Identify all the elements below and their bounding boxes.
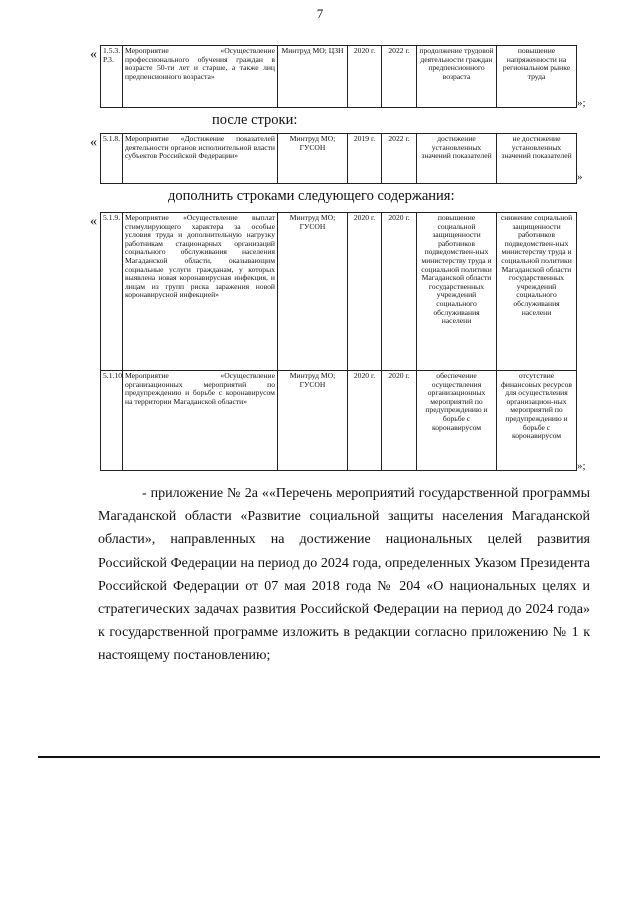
non-implementation-consequence: снижение социальной защищенности работников подведомствен-ных министерству труда и социальной политики Магаданской области государственных учреждений социального обслуживания населени: [497, 213, 577, 371]
end-year: 2020 г.: [382, 213, 417, 371]
end-year: 2020 г.: [382, 371, 417, 471]
opening-quote: «: [90, 135, 97, 150]
table-row: [101, 134, 577, 184]
start-year: 2020 г.: [348, 213, 382, 371]
footer-rule: [38, 756, 600, 758]
measure-description: Мероприятие «Осуществление профессионального обучения граждан в возрасте 50-ти лет и старше, а также лиц предпенсионного возраста»: [123, 46, 278, 108]
end-year: 2022 г.: [382, 46, 417, 108]
row-number: 1.5.3. Р.3.: [101, 46, 123, 108]
row-number: 5.1.10.: [101, 371, 123, 471]
measure-description: Мероприятие «Осуществление выплат стимулирующего характера за особые условия труда и дополнительную нагрузку работникам стационарных организаций социального обслуживания населения Магаданской области, оказывающим социальные услуги гражданам, у которых выявлена новая коронавирусная инфекция, и лицам из групп риска заражения новой коронавирусной инфекцией»: [123, 213, 278, 371]
non-implementation-consequence: повышение напряженности на региональном рынке труда: [497, 46, 577, 108]
non-implementation-consequence: не достижение установленных значений показателей: [497, 134, 577, 184]
closing-quote: »;: [577, 460, 586, 472]
non-implementation-consequence: отсутствие финансовых ресурсов для осуществления организацион-ных мероприятий по предупреждению и борьбе с коронавирусом: [497, 371, 577, 471]
measures-table-2: [100, 133, 577, 184]
expected-result: обеспечение осуществления организационных мероприятий по предупреждению и борьбе с коронавирусом: [417, 371, 497, 471]
start-year: 2020 г.: [348, 371, 382, 471]
expected-result: продолжение трудовой деятельности граждан предпенсионного возраста: [417, 46, 497, 108]
responsible-executor: Минтруд МО; ГУСОН: [278, 134, 348, 184]
amendment-text: - приложение № 2а ««Перечень мероприятий государственной программы Магаданской области «Развитие социальной защиты населения Магаданской области», направленных на достижение национальных целей развития Российской Федерации на период до 2024 года, определенных Указом Президента Российской Федерации от 07 мая 2018 года № 204 «О национальных целях и стратегических задачах развития Российской Федерации на период до 2024 года» к государственной программе изложить в редакции согласно приложению № 1 к настоящему постановлению;: [98, 486, 590, 664]
expected-result: достижение установленных значений показателей: [417, 134, 497, 184]
row-number: 5.1.8.: [101, 134, 123, 184]
closing-quote: »;: [577, 97, 586, 109]
section-heading-add-rows: дополнить строками следующего содержания:: [168, 188, 455, 204]
table-row: [101, 371, 577, 471]
start-year: 2020 г.: [348, 46, 382, 108]
amendment-paragraph: [98, 482, 590, 668]
measure-description: Мероприятие «Осуществление организационных мероприятий по предупреждению и борьбе с коронавирусом на территории Магаданской области»: [123, 371, 278, 471]
responsible-executor: Минтруд МО; ГУСОН: [278, 371, 348, 471]
end-year: 2022 г.: [382, 134, 417, 184]
start-year: 2019 г.: [348, 134, 382, 184]
measure-description: Мероприятие «Достижение показателей деятельности органов исполнительной власти субъектов Российской Федерации»: [123, 134, 278, 184]
section-heading-after-row: после строки:: [212, 112, 298, 128]
row-number: 5.1.9.: [101, 213, 123, 371]
opening-quote: «: [90, 47, 97, 62]
opening-quote: «: [90, 214, 97, 229]
measures-table-3: [100, 212, 577, 471]
expected-result: повышение социальной защищенности работников подведомствен-ных министерству труда и социальной политики Магаданской области государственных учреждений социального обслуживания населени: [417, 213, 497, 371]
responsible-executor: Минтруд МО; ЦЗН: [278, 46, 348, 108]
table-row: [101, 213, 577, 371]
closing-quote: »: [577, 171, 583, 183]
measures-table-1: [100, 45, 577, 108]
table-row: [101, 46, 577, 108]
responsible-executor: Минтруд МО; ГУСОН: [278, 213, 348, 371]
page-number: 7: [316, 6, 324, 21]
